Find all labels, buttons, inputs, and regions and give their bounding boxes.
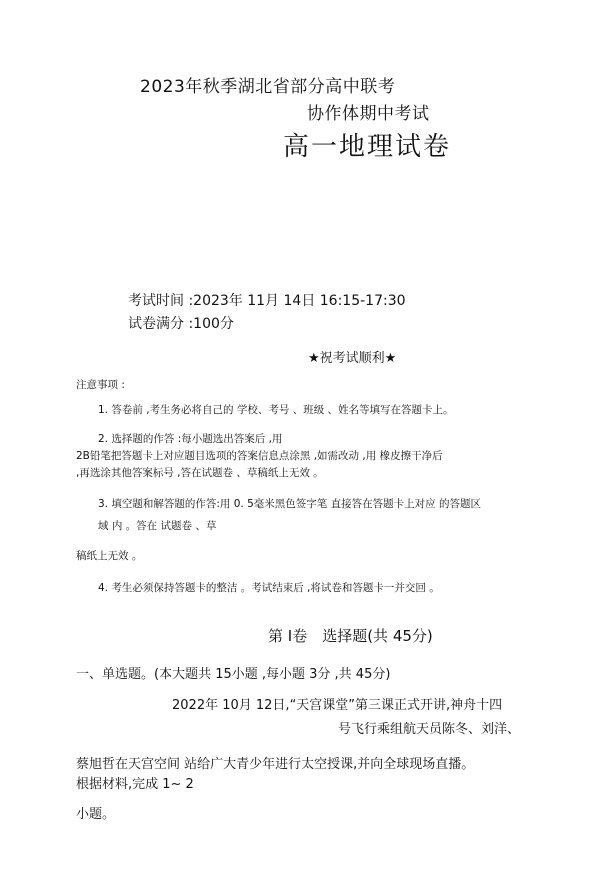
passage-line-5: 小题。	[76, 807, 116, 822]
note-item-2-c: ,再选涂其他答案标号 ,答在试题卷 、草稿纸上无效 。	[76, 467, 324, 479]
passage-line-2: 号飞行乘组航天员陈冬、刘洋、	[338, 722, 521, 737]
page-title: 高一地理试卷	[283, 132, 452, 162]
part-heading: 一、单选题。(本大题共 15小题 ,每小题 3分 ,共 45分)	[76, 667, 391, 682]
passage-line-3: 蔡旭哲在天宫空间 站给广大青少年进行太空授课,并向全球现场直播。	[76, 757, 475, 772]
exam-time: 考试时间 :2023年 11月 14日 16:15-17:30	[128, 293, 406, 309]
note-item-4: 4. 考生必须保持答题卡的整洁 。考试结束后 ,将试卷和答题卡一并交回 。	[98, 582, 440, 594]
blessing: ★祝考试顺利★	[308, 351, 397, 366]
passage-line-1: 2022年 10月 12日,“天宫课堂”第三课正式开讲,神舟十四	[172, 698, 503, 713]
notes-heading: 注意事项 :	[76, 379, 125, 391]
note-item-3-c: 稿纸上无效 。	[76, 550, 143, 562]
title-line1: 2023年秋季湖北省部分高中联考	[140, 77, 396, 97]
exam-score: 试卷满分 :100分	[128, 316, 234, 332]
note-item-1: 1. 答卷前 ,考生务必将自己的 学校、考号 、班级 、姓名等填写在答题卡上。	[98, 404, 454, 416]
note-item-3-b: 域 内 。答在 试题卷 、草	[98, 520, 217, 532]
passage-line-4: 根据材料,完成 1~ 2	[76, 777, 194, 792]
note-item-2-b: 2B铅笔把答题卡上对应题目选项的答案信息点涂黑 ,如需改动 ,用 橡皮擦干净后	[76, 450, 443, 462]
note-item-2-a: 2. 选择题的作答 :每小题选出答案后 ,用	[98, 433, 283, 445]
title-line2: 协作体期中考试	[307, 104, 430, 124]
note-item-3-a: 3. 填空题和解答题的作答:用 0. 5毫米黑色签字笔 直接答在答题卡上对应 的答题区	[98, 498, 481, 510]
section-title: 第 Ⅰ卷 选择题(共 45分)	[268, 627, 433, 645]
